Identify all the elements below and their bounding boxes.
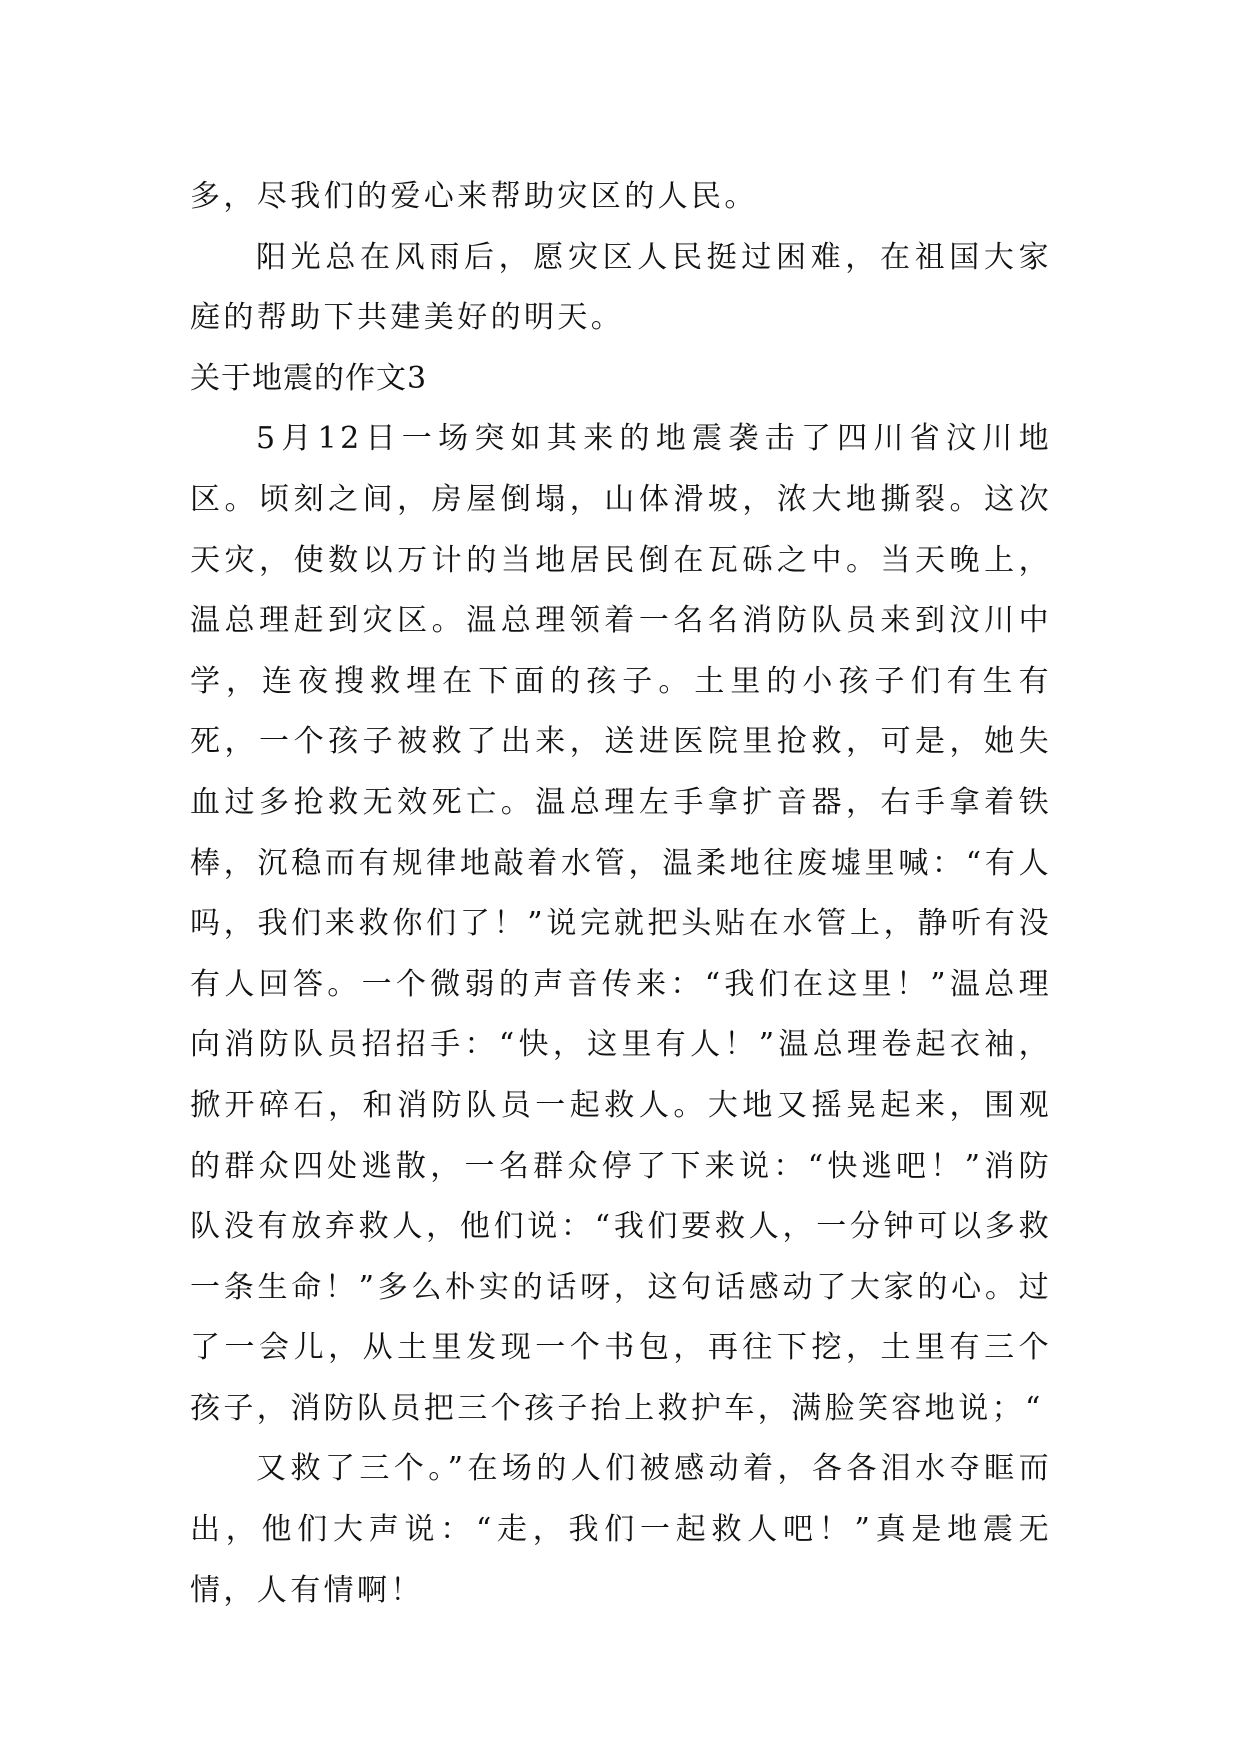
paragraph-wish: 阳光总在风雨后，愿灾区人民挺过困难，在祖国大家庭的帮助下共建美好的明天。 — [190, 239, 1052, 336]
paragraph-continuation: 多，尽我们的爱心来帮助灾区的人民。 — [190, 179, 758, 214]
paragraph-earthquake-story: 5月12日一场突如其来的地震袭击了四川省汶川地区。顷刻之间，房屋倒塌，山体滑坡，浓大地撕裂。这次天灾，使数以万计的当地居民倒在瓦砾之中。当天晚上，温总理赶到灾区。温总理领着一名名消防队员来到汶川中学，连夜搜救埋在下面的孩子。土里的小孩子们有生有死，一个孩子被救了出来，送进医院里抢救，可是，她失血过多抢救无效死亡。温总理左手拿扩音器，右手拿着铁棒，沉稳而有规律地敲着水管，温柔地往废墟里喊：“有人吗，我们来救你们了！”说完就把头贴在水管上，静听有没有人回答。一个微弱的声音传来：“我们在这里！”温总理向消防队员招招手：“快，这里有人！”温总理卷起衣袖，掀开碎石，和消防队员一起救人。大地又摇晃起来，围观的群众四处逃散，一名群众停了下来说：“快逃吧！”消防队没有放弃救人，他们说：“我们要救人，一分钟可以多救一条生命！”多么朴实的话呀，这句话感动了大家的心。过了一会儿，从土里发现一个书包，再往下挖，土里有三个孩子，消防队员把三个孩子抬上救护车，满脸笑容地说；“ — [190, 421, 1052, 1426]
essay-heading: 关于地震的作文3 — [190, 360, 428, 396]
document-body — [190, 167, 1052, 1621]
paragraph-conclusion: 又救了三个。”在场的人们被感动着，各各泪水夺眶而出，他们大声说：“走，我们一起救人吧！”真是地震无情，人有情啊！ — [190, 1451, 1052, 1608]
